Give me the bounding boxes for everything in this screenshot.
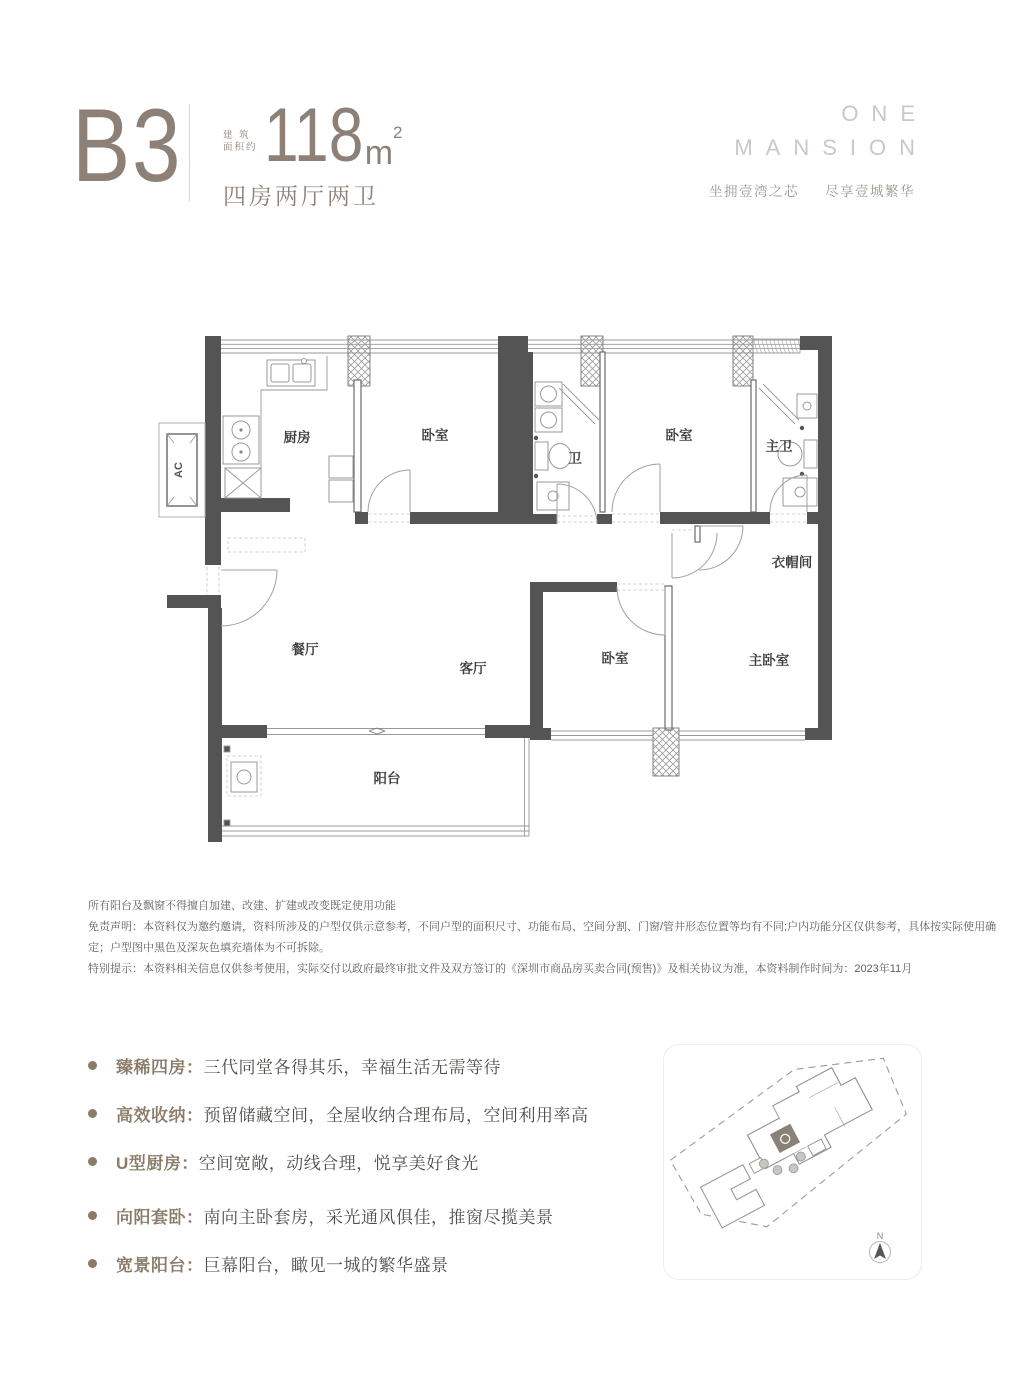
brand-logo xyxy=(734,101,928,160)
north-label: N xyxy=(876,1231,884,1241)
north-arrow-icon xyxy=(870,1231,891,1263)
label-balcony: 阳台 xyxy=(373,771,401,786)
feature-label: 向阳套卧： xyxy=(116,1208,204,1227)
siteplan-card xyxy=(663,1044,922,1280)
disclaimer-block xyxy=(88,896,997,980)
area-prefix-line1: 建 筑 xyxy=(223,129,251,141)
area-block xyxy=(223,93,403,178)
label-bedroom-bottom: 卧室 xyxy=(601,651,629,666)
bullet-dot-icon xyxy=(88,1109,97,1118)
feature-desc: 三代同堂各得其乐，幸福生活无需等待 xyxy=(203,1058,501,1077)
label-bedroom-top-left: 卧室 xyxy=(421,428,449,443)
floorplan-drawing xyxy=(155,330,870,860)
area-unit xyxy=(364,122,403,172)
layout-text: 四房两厅两卫 xyxy=(223,183,379,209)
disclaimer-line: 所有阳台及飘窗不得擅自加建、改建、扩建或改变既定使用功能 xyxy=(88,900,396,912)
brand-word-mansion: MANSION xyxy=(734,135,928,160)
label-bedroom-top-right: 卧室 xyxy=(665,428,693,443)
feature-item xyxy=(88,1203,554,1228)
area-number: 118 xyxy=(263,93,363,178)
feature-item xyxy=(88,1101,589,1126)
label-kitchen: 厨房 xyxy=(283,430,311,445)
feature-desc: 预留储藏空间，全屋收纳合理布局，空间利用率高 xyxy=(203,1106,589,1125)
disclaimer-line: 定；户型图中黑色及深灰色填充墙体为不可拆除。 xyxy=(88,942,330,954)
disclaimer-line: 免责声明：本资料仅为邀约邀请，资料所涉及的户型仅供示意参考，不同户型的面积尺寸、功能布局、空间分割、门窗/管井形态位置等均有不同;户内功能分区仅供参考，具体按实际使用确 xyxy=(88,921,997,933)
area-unit-exponent: 2 xyxy=(393,122,403,142)
disclaimer-line: 特别提示：本资料相关信息仅供参考使用，实际交付以政府最终审批文件及双方签订的《深圳市商品房买卖合同(预售)》及相关协议为准，本资料制作时间为：2023年11月 xyxy=(88,963,913,975)
label-master-bath: 主卫 xyxy=(765,439,793,454)
siteplan-drawing xyxy=(664,1045,921,1279)
feature-item xyxy=(88,1251,449,1276)
brand-word-one: ONE xyxy=(841,101,928,126)
header-divider xyxy=(189,104,190,201)
ac-label: AC xyxy=(173,462,185,478)
feature-item xyxy=(88,1053,501,1078)
area-prefix xyxy=(223,130,258,154)
feature-label: 高效收纳： xyxy=(116,1106,204,1125)
walls xyxy=(167,336,832,842)
bottom-windows xyxy=(222,728,805,836)
tagline-part2: 尽享壹城繁华 xyxy=(825,184,915,199)
feature-item xyxy=(88,1149,479,1174)
feature-desc: 巨幕阳台，瞰见一城的繁华盛景 xyxy=(203,1256,449,1275)
label-cloakroom: 衣帽间 xyxy=(771,555,813,570)
bullet-dot-icon xyxy=(88,1157,97,1166)
label-bath: 卫 xyxy=(568,451,582,466)
label-dining: 餐厅 xyxy=(291,642,319,657)
area-prefix-line2: 面积约 xyxy=(223,141,258,153)
area-unit-m: m xyxy=(364,133,394,172)
bullet-dot-icon xyxy=(88,1211,97,1220)
bullet-dot-icon xyxy=(88,1061,97,1070)
balcony-washer xyxy=(227,756,261,796)
bullet-dot-icon xyxy=(88,1259,97,1268)
feature-desc: 南向主卧套房，采光通风俱佳，推窗尽揽美景 xyxy=(203,1208,554,1227)
ac-unit xyxy=(159,423,205,517)
feature-label: 臻稀四房： xyxy=(116,1058,204,1077)
kitchen-fixtures xyxy=(223,356,353,552)
feature-desc: 空间宽敞，动线合理，悦享美好食光 xyxy=(198,1154,479,1173)
siteplan-buildings xyxy=(664,1045,921,1252)
brand-tagline xyxy=(709,180,915,200)
bath-fixtures xyxy=(534,382,599,510)
label-master-bedroom: 主卧室 xyxy=(748,653,790,668)
unit-code: B3 xyxy=(72,88,183,204)
label-living: 客厅 xyxy=(459,661,487,676)
tagline-part1: 坐拥壹湾之芯 xyxy=(709,184,799,199)
feature-label: 宽景阳台： xyxy=(116,1256,204,1275)
feature-label: U型厨房： xyxy=(116,1154,199,1173)
